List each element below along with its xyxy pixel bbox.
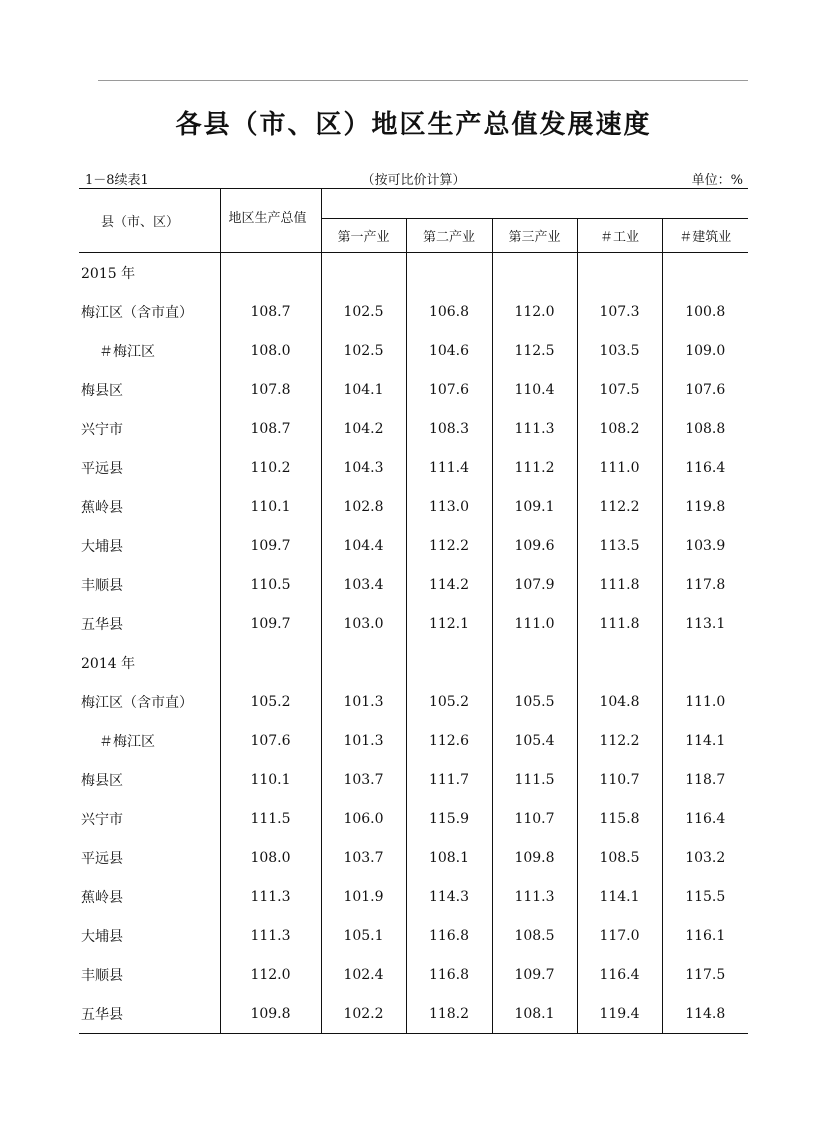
table-cell: 103.7	[321, 760, 406, 799]
table-cell: 105.4	[492, 721, 577, 760]
table-cell: 107.6	[220, 721, 321, 760]
row-label: 梅县区	[79, 370, 220, 409]
table-cell: 113.0	[406, 487, 492, 526]
table-row	[79, 877, 748, 916]
table-cell: 105.5	[492, 682, 577, 721]
row-label: 兴宁市	[79, 799, 220, 838]
table-cell: 101.3	[321, 721, 406, 760]
table-cell: 114.1	[577, 877, 662, 916]
table-cell: 116.8	[406, 955, 492, 994]
table-cell: 102.5	[321, 331, 406, 370]
table-cell: 112.2	[577, 487, 662, 526]
table-cell: 108.0	[220, 838, 321, 877]
table-cell: 115.5	[685, 888, 726, 905]
header-tertiary: 第三产业	[492, 219, 577, 253]
table-cell: 105.2	[406, 682, 492, 721]
table-cell	[220, 643, 321, 682]
row-label: 平远县	[79, 838, 220, 877]
table-cell: 111.0	[685, 693, 726, 710]
table-cell: 114.3	[406, 877, 492, 916]
table-cell: 108.5	[492, 916, 577, 955]
table-row	[79, 253, 748, 293]
table-cell: 104.4	[321, 526, 406, 565]
table-cell: 103.4	[321, 565, 406, 604]
table-cell: 111.3	[220, 877, 321, 916]
table-cell: 102.4	[321, 955, 406, 994]
table-row	[79, 409, 748, 448]
table-cell: 112.2	[577, 721, 662, 760]
unit-label: 单位：%	[691, 173, 743, 188]
table-cell: 104.2	[321, 409, 406, 448]
header-primary: 第一产业	[321, 219, 406, 253]
table-cell	[321, 253, 406, 293]
table-row	[79, 760, 748, 799]
table-row	[79, 721, 748, 760]
table-cell: 111.8	[577, 604, 662, 643]
table-cell: 112.0	[492, 292, 577, 331]
table-cell: 111.3	[492, 409, 577, 448]
table-cell: 112.6	[406, 721, 492, 760]
table-cell: 113.1	[685, 615, 726, 632]
table-row	[79, 487, 748, 526]
table-cell: 116.4	[577, 955, 662, 994]
table-cell: 105.1	[321, 916, 406, 955]
table-cell: 107.6	[685, 381, 726, 398]
row-label: ＃梅江区	[79, 721, 220, 760]
table-cell: 108.7	[220, 292, 321, 331]
table-cell: 117.0	[577, 916, 662, 955]
table-cell: 110.4	[492, 370, 577, 409]
table-cell	[492, 253, 577, 293]
table-cell: 104.8	[577, 682, 662, 721]
table-cell: 110.5	[220, 565, 321, 604]
table-cell: 108.0	[220, 331, 321, 370]
gdp-growth-table	[79, 188, 748, 1034]
table-cell: 116.1	[685, 927, 726, 944]
calc-note: （按可比价计算）	[361, 173, 466, 188]
row-label: 平远县	[79, 448, 220, 487]
table-cell: 104.1	[321, 370, 406, 409]
row-label: 丰顺县	[79, 955, 220, 994]
table-cell: 103.5	[577, 331, 662, 370]
row-label: 丰顺县	[79, 565, 220, 604]
table-body	[79, 253, 748, 1034]
table-cell: 106.8	[406, 292, 492, 331]
row-label: 兴宁市	[79, 409, 220, 448]
table-row	[79, 799, 748, 838]
table-cell: 110.2	[220, 448, 321, 487]
top-rule	[98, 80, 748, 81]
table-row	[79, 955, 748, 994]
table-cell: 103.7	[321, 838, 406, 877]
table-cell: 101.3	[321, 682, 406, 721]
table-cell: 118.7	[685, 771, 726, 788]
table-cell: 103.9	[685, 537, 726, 554]
table-cell: 109.8	[220, 994, 321, 1034]
table-cell: 112.0	[220, 955, 321, 994]
year-label: 2015 年	[79, 253, 220, 293]
table-cell	[321, 643, 406, 682]
table-row	[79, 331, 748, 370]
table-cell: 104.3	[321, 448, 406, 487]
table-cell: 107.6	[406, 370, 492, 409]
table-cell: 107.9	[492, 565, 577, 604]
header-gdp: 地区生产总值	[220, 189, 321, 253]
table-row	[79, 916, 748, 955]
row-label: 梅县区	[79, 760, 220, 799]
table-cell: 111.7	[406, 760, 492, 799]
table-cell: 116.4	[685, 810, 726, 827]
table-cell: 114.2	[406, 565, 492, 604]
table-cell: 110.1	[220, 760, 321, 799]
header-county: 县（市、区）	[79, 189, 220, 253]
table-cell: 107.8	[220, 370, 321, 409]
table-cell: 119.4	[577, 994, 662, 1034]
row-label: 五华县	[79, 604, 220, 643]
year-label: 2014 年	[79, 643, 220, 682]
table-cell: 108.1	[492, 994, 577, 1034]
table-cell: 109.6	[492, 526, 577, 565]
table-cell: 114.1	[685, 732, 726, 749]
table-cell: 111.3	[220, 916, 321, 955]
table-row	[79, 526, 748, 565]
table-cell: 112.5	[492, 331, 577, 370]
table-cell	[577, 643, 662, 682]
table-row	[79, 604, 748, 643]
table-cell: 105.2	[220, 682, 321, 721]
table-cell: 107.5	[577, 370, 662, 409]
table-cell: 102.5	[321, 292, 406, 331]
table-cell: 103.2	[685, 849, 726, 866]
table-cell: 100.8	[685, 303, 726, 320]
table-cell: 119.8	[685, 498, 726, 515]
table-cell: 102.2	[321, 994, 406, 1034]
table-cell: 109.1	[492, 487, 577, 526]
table-cell	[662, 253, 748, 293]
table-cell	[220, 253, 321, 293]
table-cell	[662, 643, 748, 682]
table-row	[79, 292, 748, 331]
table-cell: 117.8	[685, 576, 726, 593]
table-cell: 108.7	[220, 409, 321, 448]
table-cell	[577, 253, 662, 293]
table-cell	[492, 643, 577, 682]
table-cell: 104.6	[406, 331, 492, 370]
table-cell: 110.7	[577, 760, 662, 799]
table-row	[79, 682, 748, 721]
table-cell: 115.9	[406, 799, 492, 838]
table-cell: 108.2	[577, 409, 662, 448]
table-cell: 108.3	[406, 409, 492, 448]
table-cell: 108.8	[685, 420, 726, 437]
row-label: 蕉岭县	[79, 877, 220, 916]
table-cell: 109.7	[220, 526, 321, 565]
table-cell: 106.0	[321, 799, 406, 838]
table-cell: 116.8	[406, 916, 492, 955]
table-cell: 116.4	[685, 459, 726, 476]
table-cell: 108.1	[406, 838, 492, 877]
table-cell: 117.5	[685, 966, 726, 983]
table-cell: 103.0	[321, 604, 406, 643]
table-cell: 111.0	[492, 604, 577, 643]
table-cell: 107.3	[577, 292, 662, 331]
table-cell	[406, 643, 492, 682]
table-cell: 109.7	[220, 604, 321, 643]
table-cell: 109.7	[492, 955, 577, 994]
row-label: 梅江区（含市直）	[79, 682, 220, 721]
row-label: 梅江区（含市直）	[79, 292, 220, 331]
table-cell: 111.0	[577, 448, 662, 487]
table-row	[79, 565, 748, 604]
table-cell: 109.0	[685, 342, 726, 359]
row-label: 蕉岭县	[79, 487, 220, 526]
table-cell: 115.8	[577, 799, 662, 838]
table-row	[79, 994, 748, 1034]
table-cell: 102.8	[321, 487, 406, 526]
header-spacer	[321, 189, 748, 219]
header-secondary: 第二产业	[406, 219, 492, 253]
table-cell: 101.9	[321, 877, 406, 916]
table-cell: 114.8	[662, 994, 748, 1034]
table-cell: 111.5	[220, 799, 321, 838]
row-label: ＃梅江区	[79, 331, 220, 370]
table-cell: 111.8	[577, 565, 662, 604]
row-label: 大埔县	[79, 526, 220, 565]
header-industry: ＃工业	[577, 219, 662, 253]
header-construction: ＃建筑业	[662, 219, 748, 253]
table-cell: 110.7	[492, 799, 577, 838]
row-label: 五华县	[79, 994, 220, 1034]
table-cell: 109.8	[492, 838, 577, 877]
table-id: 1－8续表1	[85, 173, 149, 188]
row-label: 大埔县	[79, 916, 220, 955]
table-cell: 110.1	[220, 487, 321, 526]
table-cell: 112.2	[406, 526, 492, 565]
table-row	[79, 643, 748, 682]
table-cell: 111.4	[406, 448, 492, 487]
page-title: 各县（市、区）地区生产总值发展速度	[175, 110, 652, 140]
table-row	[79, 448, 748, 487]
table-cell	[406, 253, 492, 293]
table-cell: 113.5	[577, 526, 662, 565]
table-cell: 118.2	[406, 994, 492, 1034]
table-cell: 111.2	[492, 448, 577, 487]
table-cell: 112.1	[406, 604, 492, 643]
table-row	[79, 838, 748, 877]
table-cell: 111.3	[492, 877, 577, 916]
table-cell: 108.5	[577, 838, 662, 877]
table-cell: 111.5	[492, 760, 577, 799]
table-row	[79, 370, 748, 409]
